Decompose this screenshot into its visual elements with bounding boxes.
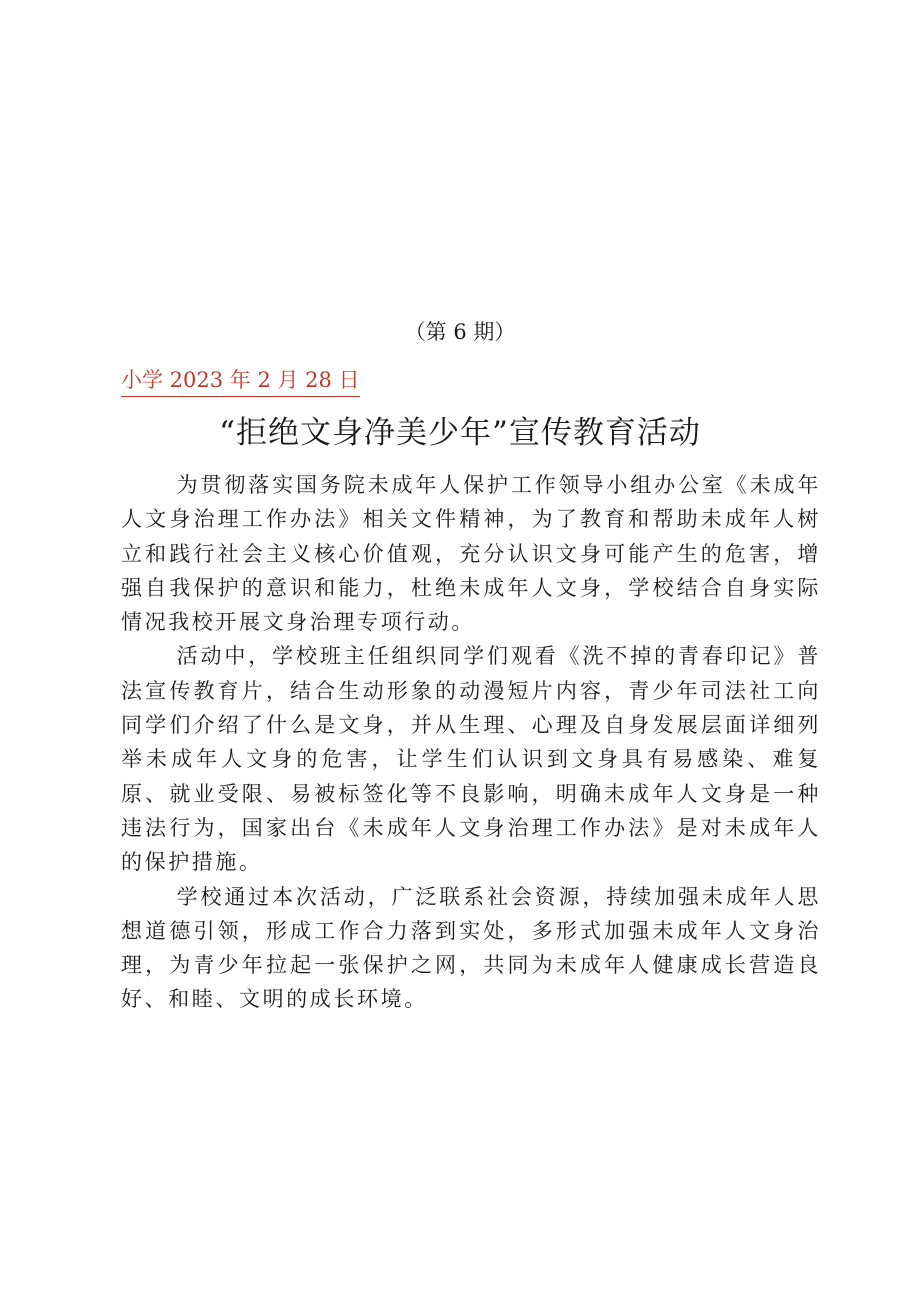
paragraph-1: 为贯彻落实国务院未成年人保护工作领导小组办公室《未成年人文身治理工作办法》相关文件精神，为了教育和帮助未成年人树立和践行社会主义核心价值观，充分认识文身可能产生的危害，增强自我保护的意识和能力，杜绝未成年人文身，学校结合自身实际情况我校开展文身治理专项行动。	[121, 473, 821, 635]
document-title: “拒绝文身净美少年”宣传教育活动	[219, 415, 701, 451]
paragraph-3: 学校通过本次活动，广泛联系社会资源，持续加强未成年人思想道德引领，形成工作合力落到实处，多形式加强未成年人文身治理，为青少年拉起一张保护之网，共同为未成年人健康成长营造良好、和睦、文明的成长环境。	[121, 884, 821, 1012]
dateline-text: 小学 2023 年 2 月 28 日	[121, 366, 360, 397]
dateline	[121, 366, 821, 397]
paragraph-2: 活动中，学校班主任组织同学们观看《洗不掉的青春印记》普法宣传教育片，结合生动形象的动漫短片内容，青少年司法社工向同学们介绍了什么是文身，并从生理、心理及自身发展层面详细列举未成年人文身的危害，让学生们认识到文身具有易感染、难复原、就业受限、易被标签化等不良影响，明确未成年人文身是一种违法行为，国家出台《未成年人文身治理工作办法》是对未成年人的保护措施。	[121, 644, 821, 875]
article-body	[121, 468, 821, 1017]
issue-number: （第 6 期）	[404, 320, 516, 344]
